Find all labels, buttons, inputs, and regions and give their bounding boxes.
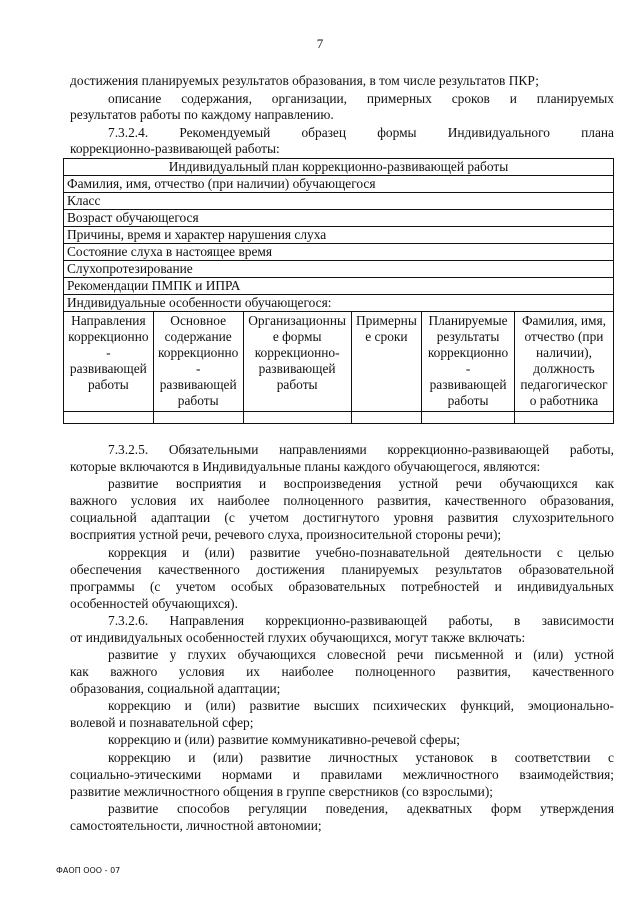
column-header-results: Планируемые результаты коррекционно - развивающей работы [422, 312, 515, 412]
column-header-directions: Направления коррекционно - развивающей работы [64, 312, 154, 412]
text-line: особенностей обучающихся). [70, 596, 238, 611]
text-line: коррекцию и (или) развитие коммуникативно-речевой сферы; [108, 732, 460, 747]
text-line: 7.3.2.4. Рекомендуемый образец формы Индивидуального плана [108, 125, 614, 140]
individual-plan-table [63, 158, 614, 424]
text-line: результатов работы по каждому направлению. [70, 107, 334, 122]
text-line: коррекцию и (или) развитие личностных установок в соответствии с [108, 750, 614, 765]
text-line: 7.3.2.6. Направления коррекционно-развивающей работы, в зависимости [108, 613, 614, 628]
text-line: социально-этическими нормами и правилами межличностного взаимодействия; [70, 767, 614, 782]
text-line: 7.3.2.5. Обязательными направлениями коррекционно-развивающей работы, [108, 442, 614, 457]
table-row: Причины, время и характер нарушения слуха [64, 227, 614, 244]
table-row: Рекомендации ПМПК и ИПРА [64, 278, 614, 295]
text-line: социальной адаптации (с учетом достигнутого уровня развития слухозрительного [70, 510, 614, 525]
text-line: развитие способов регуляции поведения, адекватных форм утверждения [108, 801, 614, 816]
table-cell-empty [514, 412, 613, 424]
text-line: развитие восприятия и воспроизведения устной речи обучающихся как [108, 476, 614, 491]
text-line: развитие у глухих обучающихся словесной речи письменной и (или) устной [108, 647, 614, 662]
text-line: обеспечения качественного достижения планируемых результатов образовательной [70, 562, 614, 577]
text-line: коррекцию и (или) развитие высших психических функций, эмоционально- [108, 698, 614, 713]
table-row: Состояние слуха в настоящее время [64, 244, 614, 261]
table-row: Возраст обучающегося [64, 210, 614, 227]
text-line: коррекционно-развивающей работы: [70, 141, 280, 156]
table-cell-empty [243, 412, 351, 424]
table-cell-empty [422, 412, 515, 424]
text-line: которые включаются в Индивидуальные планы каждого обучающегося, являются: [70, 459, 541, 474]
column-header-forms: Организационны е формы коррекционно- развивающей работы [243, 312, 351, 412]
text-line: как важного условия их наиболее полноценного развития, качественного [70, 664, 614, 679]
table-title: Индивидуальный план коррекционно-развивающей работы [64, 159, 614, 176]
table-row: Фамилия, имя, отчество (при наличии) обучающегося [64, 176, 614, 193]
text-line: образования, социальной адаптации; [70, 681, 281, 696]
table-cell-empty [64, 412, 154, 424]
page-number: 7 [316, 36, 324, 51]
column-header-teacher: Фамилия, имя, отчество (при наличии), должность педагогическог о работника [514, 312, 613, 412]
text-line: волевой и познавательной сфер; [70, 715, 254, 730]
table-cell-empty [153, 412, 243, 424]
text-line: восприятия устной речи, речевого слуха, произносительной стороны речи); [70, 527, 502, 542]
table-row: Индивидуальные особенности обучающегося: [64, 295, 614, 312]
text-line: программы (с учетом особых образовательных потребностей и индивидуальных [70, 579, 614, 594]
text-line: развитие межличностного общения в группе сверстников (со взрослыми); [70, 784, 494, 799]
text-line: достижения планируемых результатов образования, в том числе результатов ПКР; [70, 73, 539, 88]
table-row: Класс [64, 193, 614, 210]
text-line: коррекция и (или) развитие учебно-познавательной деятельности с целью [108, 545, 614, 560]
table-cell-empty [351, 412, 421, 424]
footer-code: ФАОП ООО - 07 [56, 866, 121, 875]
text-line: описание содержания, организации, примерных сроков и планируемых [108, 91, 614, 106]
table-row: Слухопротезирование [64, 261, 614, 278]
column-header-content: Основное содержание коррекционно - развивающей работы [153, 312, 243, 412]
text-line: от индивидуальных особенностей глухих обучающихся, могут также включать: [70, 630, 526, 645]
column-header-terms: Примерны е сроки [351, 312, 421, 412]
text-line: важного условия их наиболее полноценного развития, качественного образования, [70, 493, 614, 508]
text-line: самостоятельности, личностной автономии; [70, 818, 322, 833]
